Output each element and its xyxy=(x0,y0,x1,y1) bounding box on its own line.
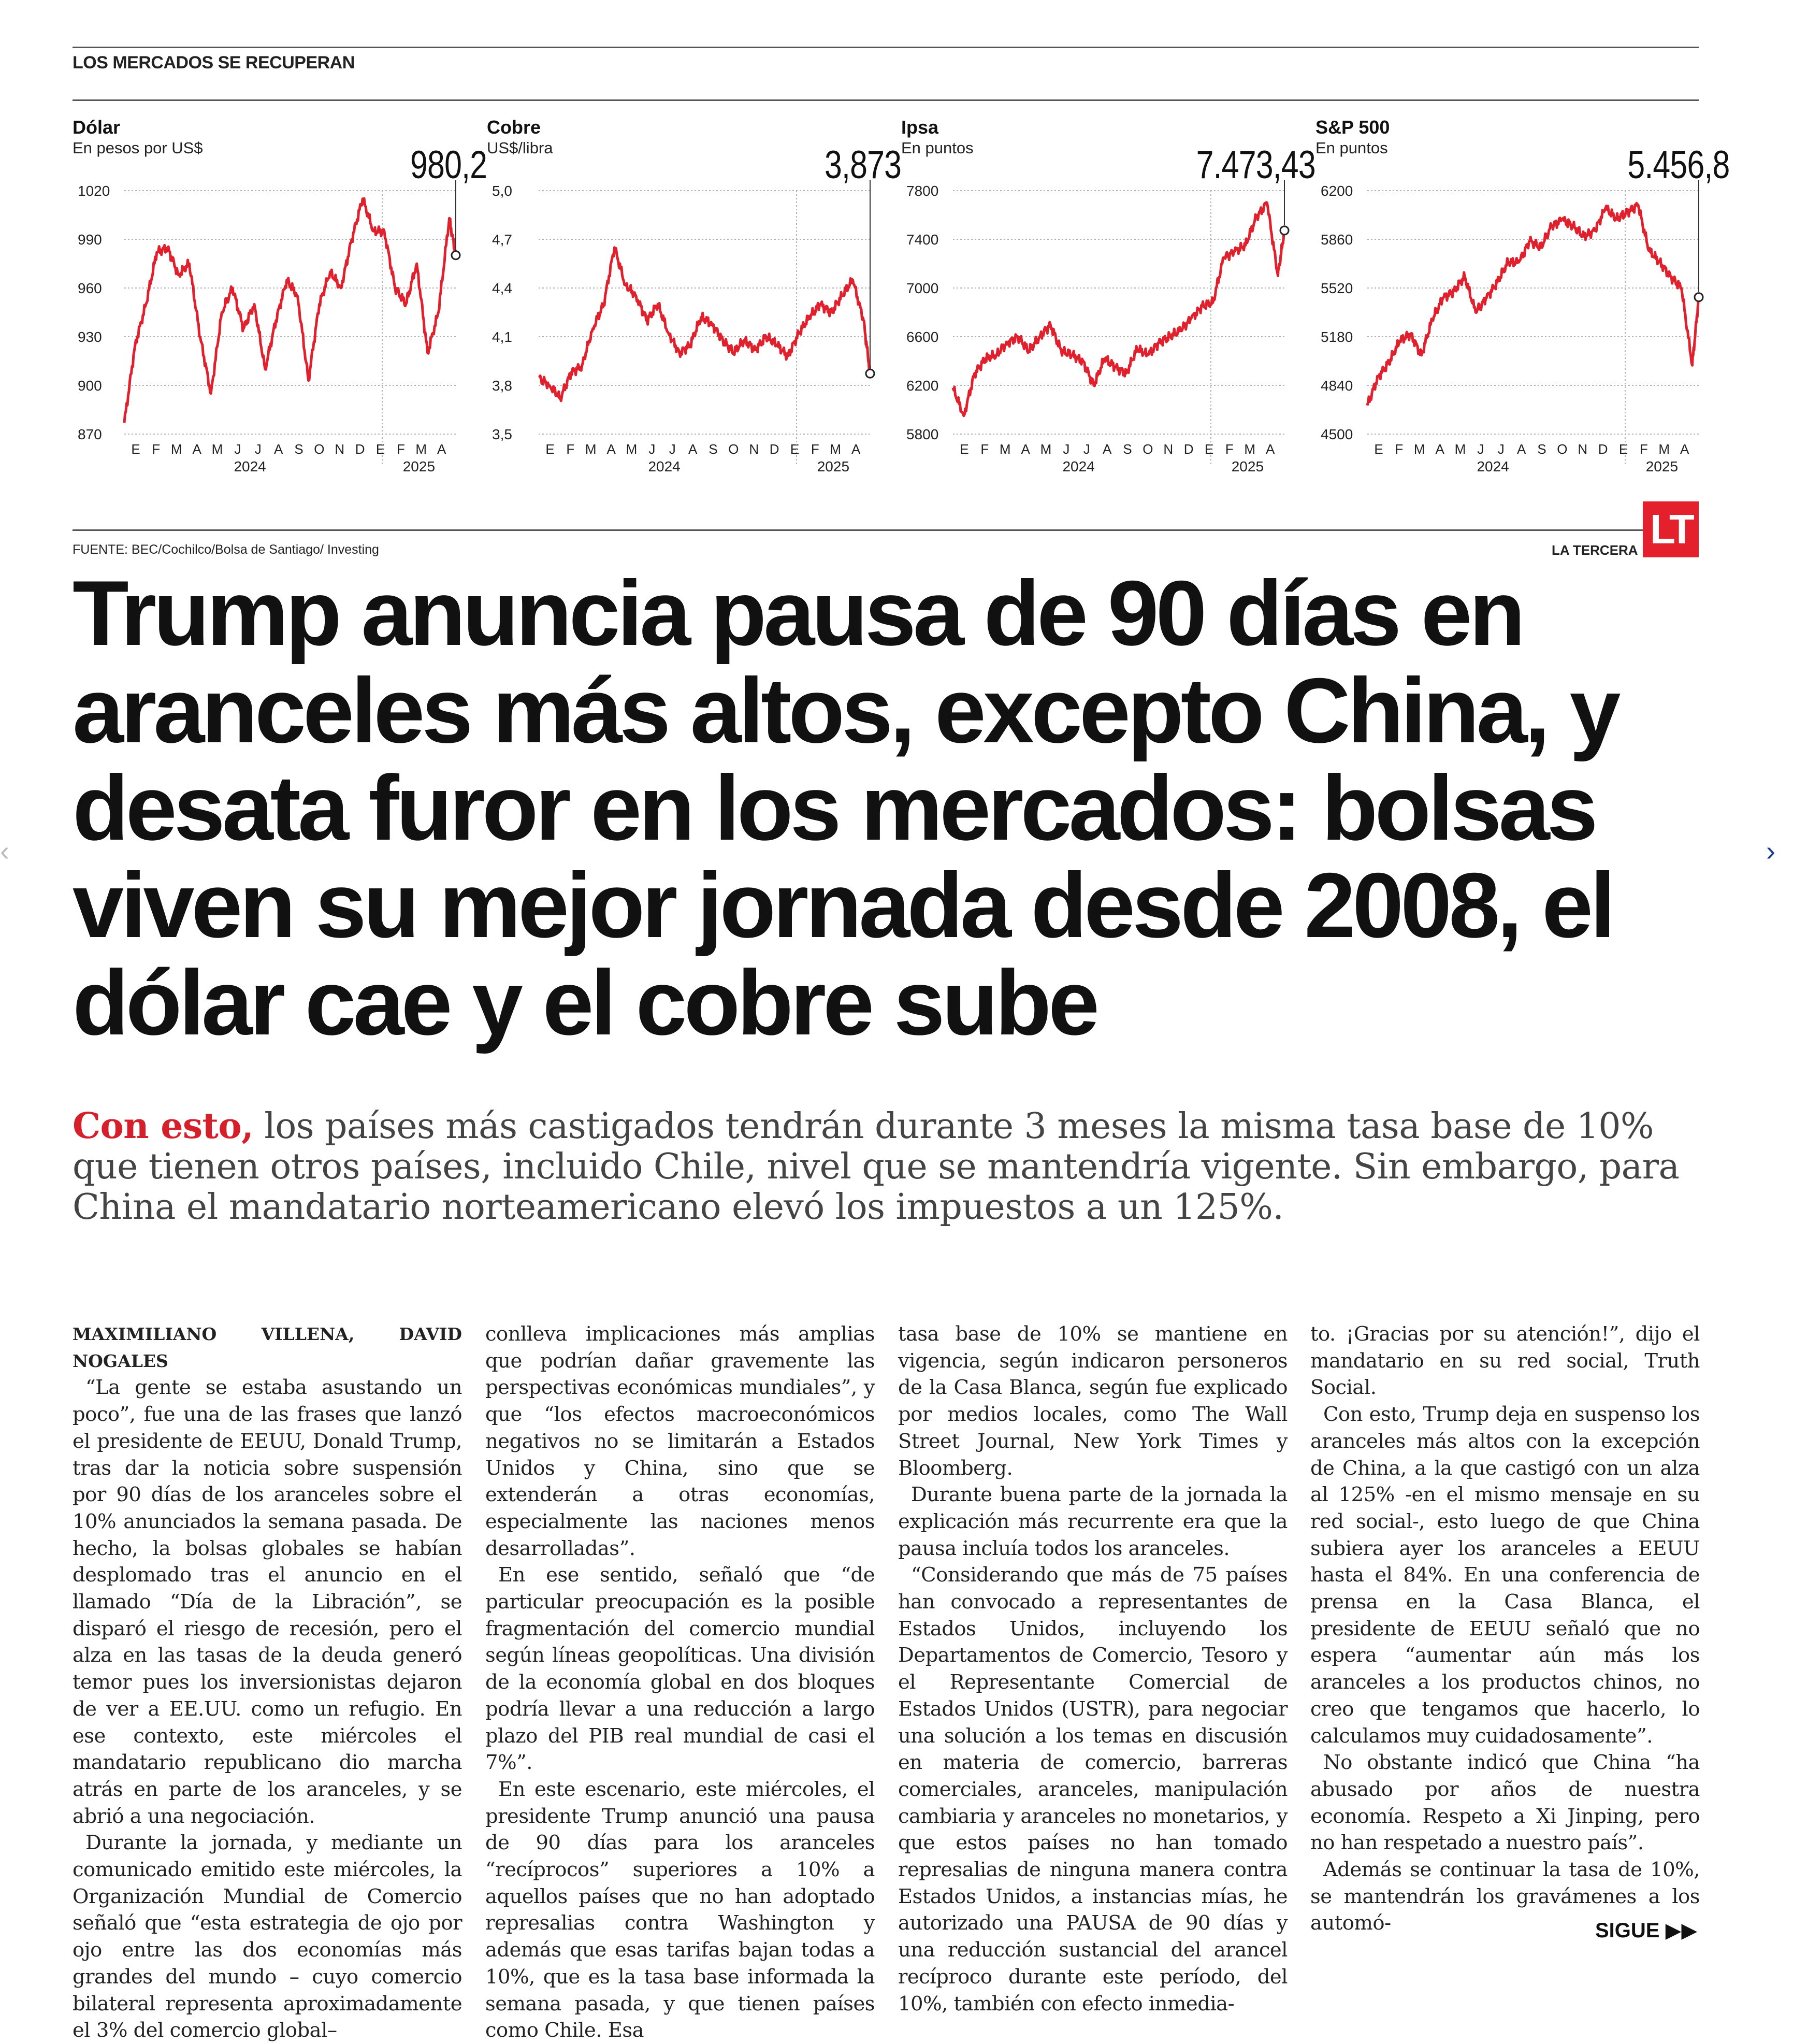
paragraph: Durante la jornada, y mediante un comunicado emitido este miércoles, la Organización Mundial de Comercio señaló que “esta estrategia de ojo por ojo entre las dos economías más grandes del mundo – cuyo comercio bilateral representa aproximadamente el 3% del comercio global– xyxy=(73,1831,462,2042)
y-tick-label: 5860 xyxy=(1321,232,1353,248)
x-tick-label: M xyxy=(999,441,1011,457)
paragraph: En este escenario, este miércoles, el presidente Trump anunció una pausa de 90 días para los aranceles “recíprocos” superiores a 10% a aquellos países que no han adoptado represalias contra Washington y además que esas tarifas bajan todas a 10%, que es la tasa base informada la semana pasada, y que tienen países como Chile. Esa xyxy=(485,1777,875,2042)
x-tick-label: J xyxy=(1083,441,1090,457)
paragraph: to. ¡Gracias por su atención!”, dijo el mandatario en su red social, Truth Social. xyxy=(1310,1322,1700,1400)
last-value-marker xyxy=(866,369,874,378)
year-label: 2024 xyxy=(1477,458,1509,474)
x-tick-label: F xyxy=(1225,441,1234,457)
x-tick-label: A xyxy=(192,441,201,457)
x-tick-label: E xyxy=(1374,441,1383,457)
next-page-chevron-icon[interactable]: › xyxy=(1766,836,1775,867)
series-line xyxy=(539,248,870,401)
y-tick-label: 960 xyxy=(78,280,102,296)
x-tick-label: O xyxy=(728,441,739,457)
article-column-2 xyxy=(485,1321,875,2044)
x-tick-label: E xyxy=(375,441,385,457)
x-tick-label: S xyxy=(1537,441,1546,457)
year-label: 2024 xyxy=(234,458,266,474)
last-value-marker xyxy=(1280,226,1289,235)
year-label: 2025 xyxy=(1645,458,1679,474)
paragraph: Además se continuar la tasa de 10%, se mantendrán los gravámenes a los automó- xyxy=(1310,1858,1700,1935)
paragraph: “La gente se estaba asustando un poco”, fue una de las frases que lanzó el presidente de EEUU, Donald Trump, tras dar la noticia sobre suspensión por 90 días de los aranceles sobre el 10% anunciados la semana pasada. De hecho, la bolsas globales se habían desplomado tras el anuncio en el llamado “Día de la Libración”, se disparó el riesgo de recesión, pero el alza en las tasas de la deuda generó temor pues los inversionistas dejaron de ver a EE.UU. como un refugio. En ese contexto, este miércoles el mandatario republicano dio marcha atrás en parte de los aranceles, y se abrió a una negociación. xyxy=(73,1376,462,1828)
x-tick-label: A xyxy=(1021,441,1030,457)
brand-name: LA TERCERA xyxy=(1552,542,1638,558)
x-tick-label: F xyxy=(152,441,161,457)
x-tick-label: J xyxy=(648,441,656,457)
x-tick-label: D xyxy=(769,441,779,457)
x-tick-label: O xyxy=(1557,441,1568,457)
chart-unit: En puntos xyxy=(1315,139,1388,157)
x-tick-label: N xyxy=(1578,441,1588,457)
x-tick-label: J xyxy=(669,441,676,457)
year-label: 2024 xyxy=(648,458,681,474)
continue-button[interactable]: SIGUE ▶▶ xyxy=(1595,1919,1698,1942)
section-rule xyxy=(73,99,1699,101)
paragraph: tasa base de 10% se mantiene en vigencia, según indicaron personeros de la Casa Blanca, según fue explicado por medios locales, como The Wall Street Journal, New York Times y Bloomberg. xyxy=(898,1322,1288,1480)
x-tick-label: S xyxy=(708,441,718,457)
x-tick-label: N xyxy=(1163,441,1174,457)
last-value-marker xyxy=(452,251,460,260)
brand-logo: LT xyxy=(1643,501,1699,557)
byline: MAXIMILIANO VILLENA, DAVID NOGALES xyxy=(73,1324,462,1371)
y-tick-label: 990 xyxy=(78,232,102,248)
chart-plot xyxy=(901,114,1315,487)
x-tick-label: M xyxy=(1413,441,1425,457)
x-tick-label: M xyxy=(415,441,427,457)
x-tick-label: E xyxy=(790,441,800,457)
x-tick-label: A xyxy=(1265,441,1275,457)
x-tick-label: E xyxy=(960,441,969,457)
y-tick-label: 7400 xyxy=(906,232,939,248)
chart-title: Ipsa xyxy=(901,117,939,138)
y-tick-label: 5520 xyxy=(1321,280,1353,296)
x-tick-label: J xyxy=(1497,441,1505,457)
paragraph: Durante buena parte de la jornada la explicación más recurrente era que la pausa incluía todos los aranceles. xyxy=(898,1483,1288,1560)
x-tick-label: A xyxy=(1516,441,1526,457)
x-tick-label: M xyxy=(1454,441,1466,457)
x-tick-label: J xyxy=(1477,441,1484,457)
section-label: LOS MERCADOS SE RECUPERAN xyxy=(73,53,355,73)
article-column-3 xyxy=(898,1321,1288,2017)
y-tick-label: 5180 xyxy=(1321,329,1353,345)
paragraph: No obstante indicó que China “ha abusado por años de nuestra economía. Respeto a Xi Jinping, pero no han respetado a nuestro país”. xyxy=(1310,1751,1700,1855)
x-tick-label: F xyxy=(566,441,575,457)
chart-title: S&P 500 xyxy=(1315,117,1390,138)
x-tick-label: M xyxy=(1040,441,1052,457)
chart-cobre xyxy=(487,114,901,487)
x-tick-label: F xyxy=(980,441,989,457)
chart-ipsa xyxy=(901,114,1315,487)
x-tick-label: J xyxy=(234,441,241,457)
x-tick-label: M xyxy=(170,441,182,457)
chart-dolar xyxy=(73,114,487,487)
chart-plot xyxy=(487,114,901,487)
y-tick-label: 6600 xyxy=(906,329,939,345)
x-tick-label: A xyxy=(606,441,616,457)
chart-last-value: 7.473,43 xyxy=(1196,143,1315,187)
paragraph: conlleva implicaciones más amplias que podrían dañar gravemente las perspectivas económicas mundiales”, y que “los efectos macroeconómicos negativos no se limitarán a Estados Unidos y China, sino que se extenderán a otras economías, especialmente las naciones menos desarrolladas”. xyxy=(485,1322,875,1560)
chart-plot xyxy=(73,114,487,487)
x-tick-label: M xyxy=(626,441,638,457)
paragraph: “Considerando que más de 75 países han convocado a representantes de Estados Unidos, incluyendo los Departamentos de Comercio, Tesoro y el Representante Comercial de Estados Unidos (USTR), para negociar una solución a los temas en discusión en materia de comercio, barreras comerciales, aranceles, manipulación cambiaria y aranceles no monetarios, y que estos países no han tomado represalias de ninguna manera contra Estados Unidos, a instancias mías, he autorizado una PAUSA de 90 días y una reducción sustancial del arancel recíproco durante este período, del 10%, también con efecto inmedia- xyxy=(898,1563,1288,2016)
x-tick-label: E xyxy=(1204,441,1214,457)
y-tick-label: 4500 xyxy=(1321,426,1353,442)
lede xyxy=(73,1106,1699,1228)
article-column-4 xyxy=(1310,1321,1700,1937)
x-tick-label: N xyxy=(749,441,759,457)
x-tick-label: J xyxy=(254,441,262,457)
y-tick-label: 5800 xyxy=(906,426,939,442)
y-tick-label: 6200 xyxy=(906,378,939,394)
x-tick-label: A xyxy=(851,441,861,457)
series-line xyxy=(1367,203,1699,405)
paragraph: Con esto, Trump deja en suspenso los aranceles más altos con la excepción de China, a la que castigó con un alza al 125% -en el mismo mensaje en su red social-, esto luego de que China subiera ayer los aranceles a EEUU hasta el 84%. En una conferencia de prensa en la Casa Blanca, el presidente de EEUU señaló que no espera “aumentar aún más los aranceles a los productos chinos, no creo que tengamos que hacerlo, lo calculamos muy cuidadosamente”. xyxy=(1310,1403,1700,1748)
y-tick-label: 4,7 xyxy=(492,232,512,248)
chart-title: Cobre xyxy=(487,117,541,138)
year-label: 2025 xyxy=(402,458,436,474)
chart-last-value: 3,873 xyxy=(824,143,901,187)
y-tick-label: 4,4 xyxy=(492,280,512,296)
chart-unit: En puntos xyxy=(901,139,974,157)
y-tick-label: 6200 xyxy=(1321,183,1353,199)
x-tick-label: F xyxy=(1639,441,1648,457)
year-label: 2025 xyxy=(1231,458,1264,474)
x-tick-label: F xyxy=(396,441,405,457)
x-tick-label: M xyxy=(1244,441,1256,457)
source-note: FUENTE: BEC/Cochilco/Bolsa de Santiago/ Investing xyxy=(73,542,379,557)
year-label: 2024 xyxy=(1062,458,1095,474)
chart-unit: US$/libra xyxy=(487,139,553,157)
series-line xyxy=(124,198,456,423)
x-tick-label: O xyxy=(314,441,325,457)
x-tick-label: N xyxy=(335,441,345,457)
y-tick-label: 4840 xyxy=(1321,378,1353,394)
x-tick-label: M xyxy=(585,441,597,457)
x-tick-label: M xyxy=(1658,441,1670,457)
last-value-marker xyxy=(1695,293,1703,301)
y-tick-label: 3,5 xyxy=(492,426,512,442)
y-tick-label: 870 xyxy=(78,426,102,442)
y-tick-label: 3,8 xyxy=(492,378,512,394)
x-tick-label: M xyxy=(211,441,223,457)
prev-page-chevron-icon[interactable]: ‹ xyxy=(0,836,9,867)
x-tick-label: A xyxy=(437,441,446,457)
y-tick-label: 900 xyxy=(78,378,102,394)
x-tick-label: D xyxy=(1598,441,1608,457)
chart-last-value: 980,2 xyxy=(410,143,487,187)
x-tick-label: J xyxy=(1063,441,1070,457)
x-tick-label: D xyxy=(1183,441,1194,457)
chart-title: Dólar xyxy=(73,117,121,138)
y-tick-label: 4,1 xyxy=(492,329,512,345)
chart-last-value: 5.456,8 xyxy=(1627,143,1730,187)
year-label: 2025 xyxy=(817,458,850,474)
series-line xyxy=(953,203,1284,416)
x-tick-label: E xyxy=(545,441,555,457)
x-tick-label: A xyxy=(1435,441,1444,457)
x-tick-label: A xyxy=(1102,441,1112,457)
y-tick-label: 930 xyxy=(78,329,102,345)
y-tick-label: 5,0 xyxy=(492,183,512,199)
y-tick-label: 7800 xyxy=(906,183,939,199)
charts-bottom-rule xyxy=(73,529,1699,531)
x-tick-label: F xyxy=(811,441,819,457)
y-tick-label: 7000 xyxy=(906,280,939,296)
article-column-1 xyxy=(73,1321,462,2044)
top-rule xyxy=(73,47,1699,48)
lede-text: los países más castigados tendrán durante 3 meses la misma tasa base de 10% que tienen otros países, incluido Chile, nivel que se mantendría vigente. Sin embargo, para China el mandatario norteamericano elevó los impuestos a un 125%. xyxy=(73,1106,1680,1228)
chart-plot xyxy=(1315,114,1730,487)
lede-lead: Con esto, xyxy=(73,1105,254,1147)
x-tick-label: O xyxy=(1143,441,1153,457)
x-tick-label: E xyxy=(1618,441,1628,457)
y-tick-label: 1020 xyxy=(78,183,110,199)
paragraph: En ese sentido, señaló que “de particular preocupación es la posible fragmentación del comercio mundial según líneas geopolíticas. Una división de la economía global en dos bloques podría llevar a una reducción a largo plazo del PIB real mundial de casi el 7%”. xyxy=(485,1563,875,1775)
x-tick-label: A xyxy=(273,441,283,457)
x-tick-label: A xyxy=(1680,441,1689,457)
chart-sp500 xyxy=(1315,114,1730,487)
headline: Trump anuncia pausa de 90 días en aranceles más altos, excepto China, y desata furor en los mercados: bolsas viven su mejor jornada desde 2008, el dólar cae y el cobre sube xyxy=(73,562,1618,1054)
x-tick-label: D xyxy=(355,441,365,457)
x-tick-label: S xyxy=(1123,441,1132,457)
x-tick-label: A xyxy=(688,441,698,457)
x-tick-label: M xyxy=(830,441,842,457)
chart-unit: En pesos por US$ xyxy=(73,139,203,157)
x-tick-label: S xyxy=(294,441,303,457)
x-tick-label: F xyxy=(1395,441,1404,457)
x-tick-label: E xyxy=(131,441,140,457)
